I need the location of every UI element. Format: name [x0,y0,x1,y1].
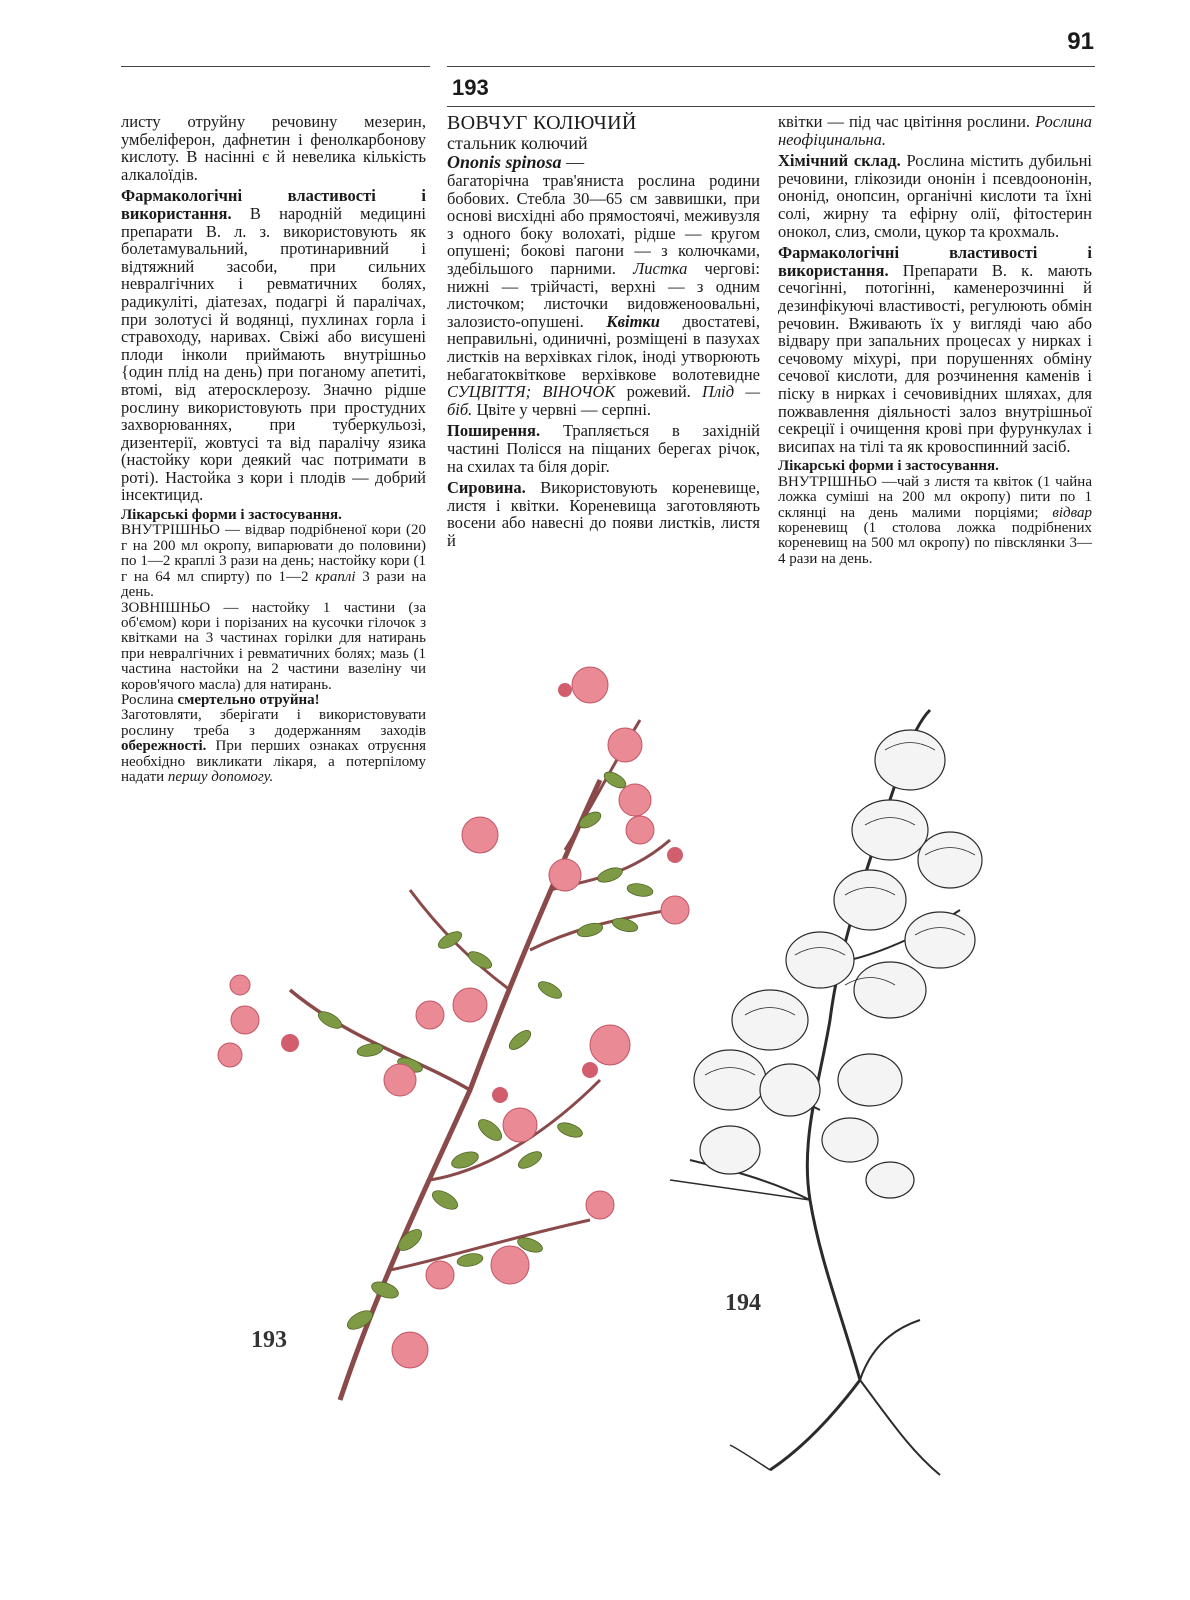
latin-name: Ononis spinosa [447,152,562,172]
section-heading: Хімічний склад. [778,151,901,171]
figure-label-193: 193 [251,1327,287,1353]
paragraph-pharmacology: Фармакологічні властивості і використання. В народній медицині препарати В. л. з. використовують як болетамувальний, протинаривний і відтяжний засоби, при сильних невралгічних і ревматичних болях, радикуліті, діатезах, подагрі й паралічах, при золотусі й водянці, пухлинах горла і стравоходу, наривах. Свіжі або висушені плоди інколи приймають внутрішньо {один плід на день) при поганому апетиті, втомі, від атеросклерозу. Значно рідше рослину використовують при простудних захворюваннях, при туберкульозі, дизентерії, жовтусі та від паралічу язика (настойку кори деякий час потримати в роті). Настойка з кори і плодів — добрий інсектицид. [121,186,426,505]
paragraph-distribution: Поширення. Трапляється в західній частині Полісся на піщаних берегах річок, на схилах та біля доріг. [447,421,760,476]
section-heading: Лікарські форми і застосування. [778,458,999,475]
section-heading: Фармакологічні властивості і використання. [121,186,426,223]
article-subtitle: стальник колючий [447,133,588,153]
page-number: 91 [1067,28,1094,55]
article-number: 193 [452,75,489,100]
header-rule-left [121,66,430,67]
column-3 [778,113,1092,567]
article-title: ВОВЧУГ КОЛЮЧИЙ [447,112,637,134]
section-heading: Фармакологічні властивості і використання. [778,243,1092,280]
header-rule-right [447,66,1095,67]
latin-name-line: Ononis spinosa — [447,152,585,172]
figure-label-194: 194 [725,1290,761,1316]
plant-193-illustration [218,667,689,1400]
warning: Рослина смертельно отруйна! [121,691,320,708]
paragraph-raw-material: Сировина. Використовують кореневище, листя і квітки. Кореневища заготовляють восени або навесні до появи листків, листя й [447,478,760,550]
paragraph-chemistry: Хімічний склад. Рослина містить дубильні речовини, глікозиди ононін і псевдоононін, ононід, онопсин, органічні кислоти та їхні солі, жирну та ефірну олії, фітостерин онокол, слиз, смоли, цукор та крохмаль. [778,151,1093,241]
section-heading: Поширення. [447,421,541,441]
paragraph-description: багаторічна трав'яниста рослина родини бобових. Стебла 30—65 см заввишки, при основі висхідні або прямостоячі, меживузля з одного боку волохаті, рідше — кругом опушені; бокові пагони — з колючками, здебільшого парними. Листка чергові: нижні — трійчасті, верхні — з одним листочком; листочки видовженоовальні, залозисто-опушені. Квітки двостатеві, неправильні, одиничні, розміщені в пазухах листків на верхівках гілок, іноді утворюють небагатоквіткове верхівкове волотевидне СУЦВІТТЯ; ВІНОЧОК рожевий. Плід — біб. Цвіте у червні — серпні. [447,171,760,419]
dosage-block: Лікарські форми і застосування. ВНУТРІШНЬО —чай з листя та квіток (1 чайна ложка суміші на 200 мл окропу) пити по 1 склянці на день малими порціями; відвар кореневищ (1 столова ложка подрібнених кореневищ на 500 мл окропу) по півсклянки 3—4 рази на день. [778,458,1092,567]
paragraph-raw-material-cont: квітки — під час цвітіння рослини. Рослина неофіцинальна. [778,112,1092,149]
plant-194-illustration [670,710,982,1475]
section-heading: Лікарські форми і застосування. [121,507,342,524]
column-2 [447,113,760,553]
paragraph-pharmacology: Фармакологічні властивості і використання. Препарати В. к. мають сечогінні, потогінні, каменерозчинні й дезинфікуючі властивості, регулюють обмін речовин. Вживають їх у вигляді чаю або відвару при запальних процесах у нирках і сечовому міхурі, при порушеннях обміну сечової кислоти, для розчинення каменів і піску в нирках і сечовивідних шляхах, для пожвавлення діяльності залоз внутрішньої секреції і очищення крові при фурункулах і висипах на тілі та як кровоспинний засіб. [778,243,1092,456]
paragraph-composition-end: листу отруйну речовину мезерин, умбеліферон, дафнетин і фенолкарбонову кислоту. В насінні є й невелика кількість алкалоїдів. [121,112,426,184]
botanical-illustrations [170,660,1120,1480]
dosage-block: Лікарські форми і застосування. ВНУТРІШНЬО — відвар подрібненої кори (20 г на 200 мл окропу, випарювати до половини) по 1—2 краплі 3 рази на день; настойку кори (1 г на 64 мл спирту) по 1—2 краплі 3 рази на день. ЗОВНІШНЬО — настойку 1 частини (за об'ємом) кори і порізаних на кусочки гілочок з квітками на 3 частинах горілки для натирань при невралгічних і ревматичних болях; мазь (1 частина настойки на 2 частини вазеліну чи коров'ячого масла) для натирань. Рослина смертельно отруйна! Заготовляти, зберігати і використовувати рослину треба з додержанням заходів обережності. При перших ознаках отруєння необхідно викликати лікаря, а потерпілому надати першу допомогу. [121,507,427,785]
section-heading: Сировина. [447,478,526,498]
article-rule [447,106,1095,107]
